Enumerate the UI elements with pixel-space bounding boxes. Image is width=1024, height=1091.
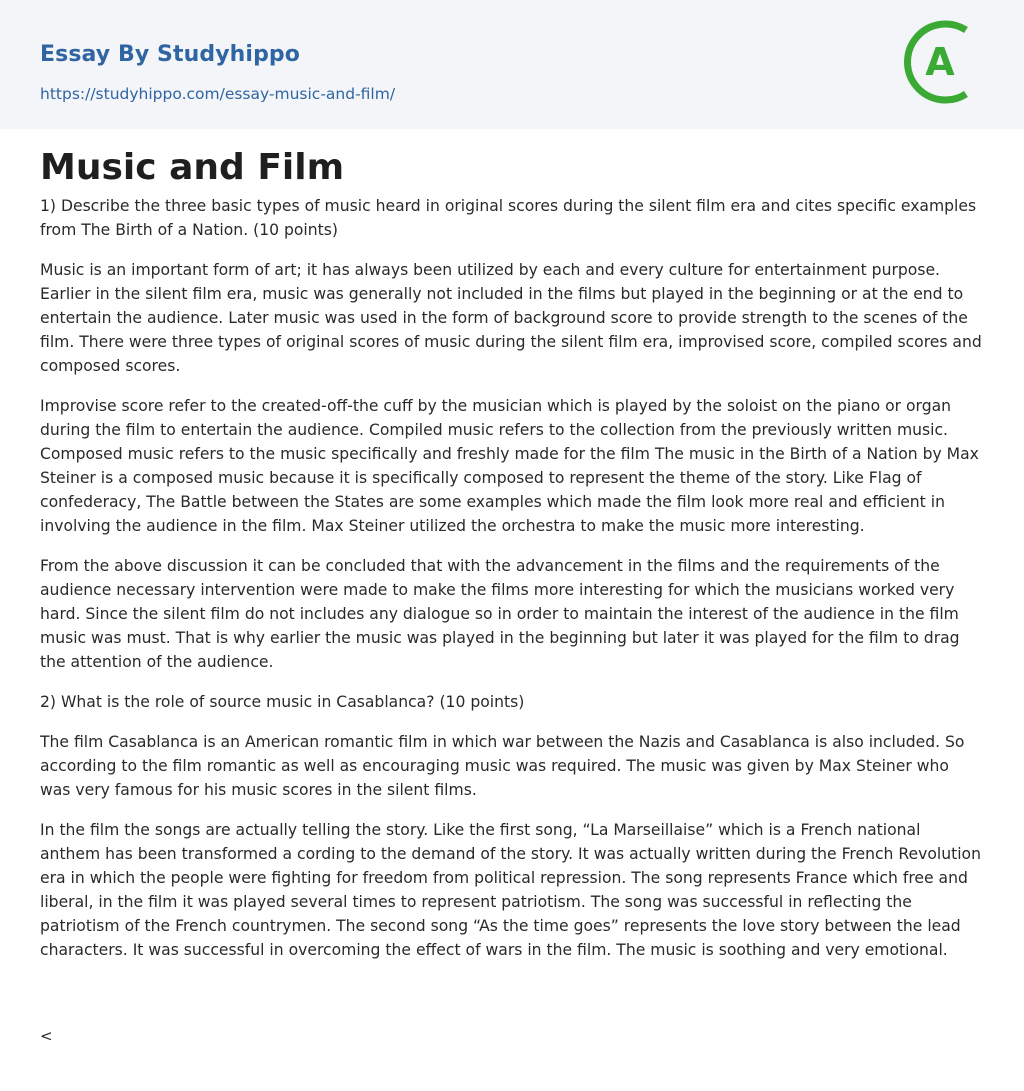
previous-page-button[interactable]: <: [40, 1027, 53, 1045]
logo-letter: A: [925, 40, 955, 84]
article-paragraph: Music is an important form of art; it has always been utilized by each and every culture for entertainment purpose. Earlier in the silent film era, music was generally not included in the films but played in the beginning or at the end to entertain the audience. Later music was used in the form of background score to provide strength to the scenes of the film. There were three types of original scores of music during the silent film era, improvised score, compiled scores and composed scores.: [40, 261, 982, 375]
studyhippo-logo-icon[interactable]: [904, 18, 990, 106]
article-paragraph: In the film the songs are actually telling the story. Like the first song, “La Marseillaise” which is a French national anthem has been transformed a cording to the demand of the story. It was actually written during the French Revolution era in which the people were fighting for freedom from political repression. The song represents France which free and liberal, in the film it was played several times to represent patriotism. The song was successful in reflecting the patriotism of the French countrymen. The second song “As the time goes” represents the love story between the lead characters. It was successful in overcoming the effect of wars in the film. The music is soothing and very emotional.: [40, 821, 981, 959]
source-url-link[interactable]: https://studyhippo.com/essay-music-and-film/: [40, 85, 396, 103]
article-paragraph: Improvise score refer to the created-off-the cuff by the musician which is played by the soloist on the piano or organ during the film to entertain the audience. Compiled music refers to the collection from the previously written music. Composed music refers to the music specifically and freshly made for the film The music in the Birth of a Nation by Max Steiner is a composed music because it is specifically composed to represent the theme of the story. Like Flag of confederacy, The Battle between the States are some examples which made the film look more real and efficient in involving the audience in the film. Max Steiner utilized the orchestra to make the music more interesting.: [40, 397, 979, 535]
article-body: [40, 194, 984, 978]
article-paragraph: The film Casablanca is an American romantic film in which war between the Nazis and Casablanca is also included. So according to the film romantic as well as encouraging music was required. The music was given by Max Steiner who was very famous for his music scores in the silent films.: [40, 733, 965, 799]
article-paragraph: 2) What is the role of source music in Casablanca? (10 points): [40, 693, 525, 711]
page-title: Music and Film: [40, 147, 345, 188]
brand-title[interactable]: Essay By Studyhippo: [40, 42, 300, 67]
article-paragraph: 1) Describe the three basic types of music heard in original scores during the silent film era and cites specific examples from The Birth of a Nation. (10 points): [40, 197, 977, 239]
article-paragraph: From the above discussion it can be concluded that with the advancement in the films and the requirements of the audience necessary intervention were made to make the films more interesting for which the musicians worked very hard. Since the silent film do not includes any dialogue so in order to maintain the interest of the audience in the film music was must. That is why earlier the music was played in the beginning but later it was played for the film to drag the attention of the audience.: [40, 557, 960, 671]
